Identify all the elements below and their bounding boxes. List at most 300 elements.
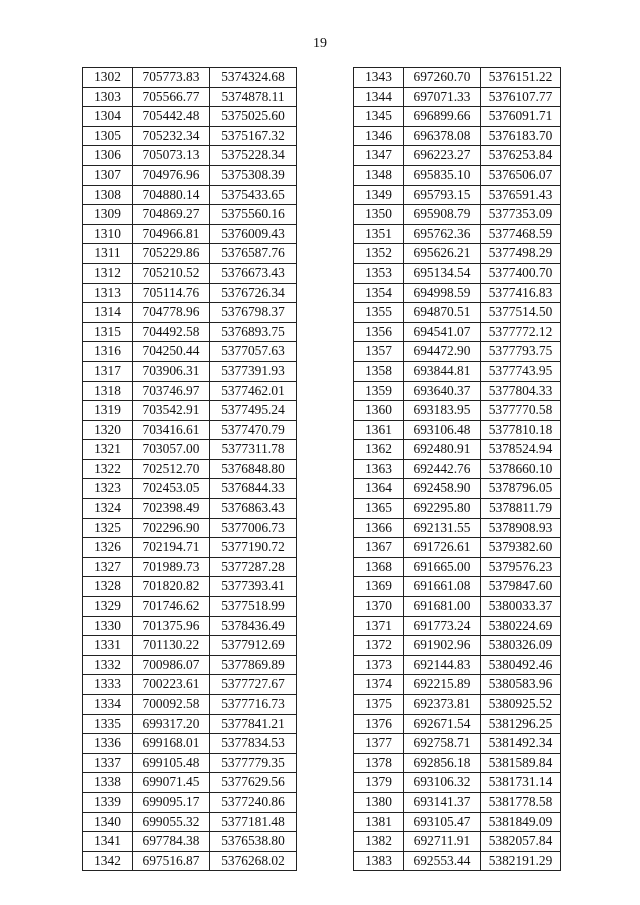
table-row: [354, 695, 561, 715]
point-number-cell: 1362: [354, 440, 404, 460]
x-coordinate-cell: 704250.44: [133, 342, 210, 362]
y-coordinate-cell: 5375228.34: [210, 146, 297, 166]
point-number-cell: 1378: [354, 753, 404, 773]
y-coordinate-cell: 5377804.33: [481, 381, 561, 401]
point-number-cell: 1345: [354, 107, 404, 127]
point-number-cell: 1324: [83, 499, 133, 519]
point-number-cell: 1371: [354, 616, 404, 636]
table-row: [354, 342, 561, 362]
y-coordinate-cell: 5380224.69: [481, 616, 561, 636]
point-number-cell: 1346: [354, 126, 404, 146]
point-number-cell: 1322: [83, 459, 133, 479]
point-number-cell: 1325: [83, 518, 133, 538]
x-coordinate-cell: 705773.83: [133, 68, 210, 88]
x-coordinate-cell: 699105.48: [133, 753, 210, 773]
table-row: [83, 832, 297, 852]
y-coordinate-cell: 5376183.70: [481, 126, 561, 146]
y-coordinate-cell: 5377353.09: [481, 205, 561, 225]
table-row: [83, 440, 297, 460]
y-coordinate-cell: 5377793.75: [481, 342, 561, 362]
table-row: [83, 244, 297, 264]
table-row: [83, 185, 297, 205]
x-coordinate-cell: 705229.86: [133, 244, 210, 264]
x-coordinate-cell: 693105.47: [404, 812, 481, 832]
table-row: [354, 792, 561, 812]
table-row: [83, 381, 297, 401]
y-coordinate-cell: 5374878.11: [210, 87, 297, 107]
y-coordinate-cell: 5376253.84: [481, 146, 561, 166]
y-coordinate-cell: 5382057.84: [481, 832, 561, 852]
table-row: [354, 499, 561, 519]
y-coordinate-cell: 5377514.50: [481, 303, 561, 323]
table-row: [83, 263, 297, 283]
table-row: [83, 401, 297, 421]
point-number-cell: 1313: [83, 283, 133, 303]
point-number-cell: 1318: [83, 381, 133, 401]
x-coordinate-cell: 699095.17: [133, 792, 210, 812]
x-coordinate-cell: 695134.54: [404, 263, 481, 283]
x-coordinate-cell: 705232.34: [133, 126, 210, 146]
point-number-cell: 1336: [83, 734, 133, 754]
table-row: [83, 851, 297, 871]
x-coordinate-cell: 703416.61: [133, 420, 210, 440]
x-coordinate-cell: 695626.21: [404, 244, 481, 264]
x-coordinate-cell: 700986.07: [133, 655, 210, 675]
x-coordinate-cell: 705442.48: [133, 107, 210, 127]
y-coordinate-cell: 5377240.86: [210, 792, 297, 812]
point-number-cell: 1348: [354, 165, 404, 185]
point-number-cell: 1334: [83, 695, 133, 715]
table-row: [354, 401, 561, 421]
point-number-cell: 1310: [83, 224, 133, 244]
y-coordinate-cell: 5377190.72: [210, 538, 297, 558]
table-row: [354, 303, 561, 323]
x-coordinate-cell: 692856.18: [404, 753, 481, 773]
table-row: [83, 616, 297, 636]
point-number-cell: 1357: [354, 342, 404, 362]
x-coordinate-cell: 697260.70: [404, 68, 481, 88]
y-coordinate-cell: 5376009.43: [210, 224, 297, 244]
table-row: [354, 832, 561, 852]
point-number-cell: 1323: [83, 479, 133, 499]
point-number-cell: 1382: [354, 832, 404, 852]
table-row: [83, 283, 297, 303]
table-row: [354, 655, 561, 675]
table-row: [354, 518, 561, 538]
point-number-cell: 1353: [354, 263, 404, 283]
point-number-cell: 1327: [83, 557, 133, 577]
point-number-cell: 1376: [354, 714, 404, 734]
table-row: [354, 224, 561, 244]
table-row: [354, 87, 561, 107]
x-coordinate-cell: 695835.10: [404, 165, 481, 185]
y-coordinate-cell: 5378811.79: [481, 499, 561, 519]
x-coordinate-cell: 691773.24: [404, 616, 481, 636]
y-coordinate-cell: 5377057.63: [210, 342, 297, 362]
y-coordinate-cell: 5379847.60: [481, 577, 561, 597]
table-row: [354, 263, 561, 283]
point-number-cell: 1319: [83, 401, 133, 421]
y-coordinate-cell: 5375025.60: [210, 107, 297, 127]
y-coordinate-cell: 5380492.46: [481, 655, 561, 675]
y-coordinate-cell: 5377629.56: [210, 773, 297, 793]
x-coordinate-cell: 705114.76: [133, 283, 210, 303]
x-coordinate-cell: 700092.58: [133, 695, 210, 715]
x-coordinate-cell: 703906.31: [133, 361, 210, 381]
table-row: [354, 675, 561, 695]
y-coordinate-cell: 5377743.95: [481, 361, 561, 381]
table-row: [83, 205, 297, 225]
table-row: [83, 636, 297, 656]
x-coordinate-cell: 704880.14: [133, 185, 210, 205]
point-number-cell: 1366: [354, 518, 404, 538]
x-coordinate-cell: 701820.82: [133, 577, 210, 597]
table-row: [354, 283, 561, 303]
x-coordinate-cell: 699168.01: [133, 734, 210, 754]
y-coordinate-cell: 5377287.28: [210, 557, 297, 577]
x-coordinate-cell: 691726.61: [404, 538, 481, 558]
y-coordinate-cell: 5381849.09: [481, 812, 561, 832]
table-row: [83, 734, 297, 754]
x-coordinate-cell: 699055.32: [133, 812, 210, 832]
x-coordinate-cell: 692758.71: [404, 734, 481, 754]
x-coordinate-cell: 693844.81: [404, 361, 481, 381]
table-row: [354, 68, 561, 88]
table-row: [354, 420, 561, 440]
y-coordinate-cell: 5381296.25: [481, 714, 561, 734]
x-coordinate-cell: 697516.87: [133, 851, 210, 871]
y-coordinate-cell: 5374324.68: [210, 68, 297, 88]
y-coordinate-cell: 5377727.67: [210, 675, 297, 695]
coordinates-table-left: [82, 67, 297, 871]
table-row: [83, 361, 297, 381]
point-number-cell: 1338: [83, 773, 133, 793]
y-coordinate-cell: 5377716.73: [210, 695, 297, 715]
point-number-cell: 1358: [354, 361, 404, 381]
x-coordinate-cell: 700223.61: [133, 675, 210, 695]
y-coordinate-cell: 5376798.37: [210, 303, 297, 323]
table-row: [354, 734, 561, 754]
x-coordinate-cell: 696899.66: [404, 107, 481, 127]
table-row: [354, 557, 561, 577]
table-row: [83, 479, 297, 499]
table-row: [83, 68, 297, 88]
table-row: [354, 597, 561, 617]
point-number-cell: 1381: [354, 812, 404, 832]
y-coordinate-cell: 5375308.39: [210, 165, 297, 185]
point-number-cell: 1355: [354, 303, 404, 323]
table-row: [354, 636, 561, 656]
table-row: [83, 146, 297, 166]
x-coordinate-cell: 699071.45: [133, 773, 210, 793]
point-number-cell: 1370: [354, 597, 404, 617]
y-coordinate-cell: 5377416.83: [481, 283, 561, 303]
x-coordinate-cell: 692711.91: [404, 832, 481, 852]
y-coordinate-cell: 5377912.69: [210, 636, 297, 656]
x-coordinate-cell: 702453.05: [133, 479, 210, 499]
x-coordinate-cell: 701989.73: [133, 557, 210, 577]
point-number-cell: 1379: [354, 773, 404, 793]
y-coordinate-cell: 5380925.52: [481, 695, 561, 715]
x-coordinate-cell: 705210.52: [133, 263, 210, 283]
point-number-cell: 1342: [83, 851, 133, 871]
point-number-cell: 1308: [83, 185, 133, 205]
y-coordinate-cell: 5377468.59: [481, 224, 561, 244]
y-coordinate-cell: 5377311.78: [210, 440, 297, 460]
table-row: [83, 597, 297, 617]
point-number-cell: 1364: [354, 479, 404, 499]
y-coordinate-cell: 5379576.23: [481, 557, 561, 577]
y-coordinate-cell: 5380326.09: [481, 636, 561, 656]
x-coordinate-cell: 693183.95: [404, 401, 481, 421]
x-coordinate-cell: 701746.62: [133, 597, 210, 617]
point-number-cell: 1349: [354, 185, 404, 205]
y-coordinate-cell: 5378436.49: [210, 616, 297, 636]
x-coordinate-cell: 699317.20: [133, 714, 210, 734]
y-coordinate-cell: 5375433.65: [210, 185, 297, 205]
y-coordinate-cell: 5378524.94: [481, 440, 561, 460]
point-number-cell: 1320: [83, 420, 133, 440]
x-coordinate-cell: 703746.97: [133, 381, 210, 401]
point-number-cell: 1315: [83, 322, 133, 342]
coordinates-table-right: [353, 67, 561, 871]
y-coordinate-cell: 5375560.16: [210, 205, 297, 225]
point-number-cell: 1359: [354, 381, 404, 401]
y-coordinate-cell: 5376844.33: [210, 479, 297, 499]
y-coordinate-cell: 5378908.93: [481, 518, 561, 538]
point-number-cell: 1311: [83, 244, 133, 264]
y-coordinate-cell: 5377393.41: [210, 577, 297, 597]
y-coordinate-cell: 5376268.02: [210, 851, 297, 871]
x-coordinate-cell: 692480.91: [404, 440, 481, 460]
y-coordinate-cell: 5377869.89: [210, 655, 297, 675]
x-coordinate-cell: 704976.96: [133, 165, 210, 185]
point-number-cell: 1368: [354, 557, 404, 577]
y-coordinate-cell: 5378660.10: [481, 459, 561, 479]
y-coordinate-cell: 5377498.29: [481, 244, 561, 264]
table-row: [83, 303, 297, 323]
point-number-cell: 1317: [83, 361, 133, 381]
table-row: [83, 107, 297, 127]
table-row: [354, 538, 561, 558]
table-row: [354, 185, 561, 205]
x-coordinate-cell: 692442.76: [404, 459, 481, 479]
x-coordinate-cell: 705073.13: [133, 146, 210, 166]
x-coordinate-cell: 692295.80: [404, 499, 481, 519]
y-coordinate-cell: 5377400.70: [481, 263, 561, 283]
x-coordinate-cell: 702398.49: [133, 499, 210, 519]
x-coordinate-cell: 695908.79: [404, 205, 481, 225]
y-coordinate-cell: 5377006.73: [210, 518, 297, 538]
y-coordinate-cell: 5376726.34: [210, 283, 297, 303]
y-coordinate-cell: 5376848.80: [210, 459, 297, 479]
y-coordinate-cell: 5376863.43: [210, 499, 297, 519]
table-row: [354, 773, 561, 793]
y-coordinate-cell: 5377834.53: [210, 734, 297, 754]
y-coordinate-cell: 5377841.21: [210, 714, 297, 734]
point-number-cell: 1321: [83, 440, 133, 460]
table-row: [354, 146, 561, 166]
x-coordinate-cell: 693106.48: [404, 420, 481, 440]
table-row: [83, 655, 297, 675]
table-row: [354, 616, 561, 636]
table-row: [83, 87, 297, 107]
table-row: [354, 753, 561, 773]
x-coordinate-cell: 691681.00: [404, 597, 481, 617]
table-row: [354, 361, 561, 381]
x-coordinate-cell: 696223.27: [404, 146, 481, 166]
point-number-cell: 1360: [354, 401, 404, 421]
point-number-cell: 1377: [354, 734, 404, 754]
table-row: [354, 714, 561, 734]
x-coordinate-cell: 703057.00: [133, 440, 210, 460]
y-coordinate-cell: 5376673.43: [210, 263, 297, 283]
table-row: [83, 126, 297, 146]
point-number-cell: 1372: [354, 636, 404, 656]
y-coordinate-cell: 5376893.75: [210, 322, 297, 342]
x-coordinate-cell: 692144.83: [404, 655, 481, 675]
point-number-cell: 1316: [83, 342, 133, 362]
x-coordinate-cell: 692671.54: [404, 714, 481, 734]
y-coordinate-cell: 5381492.34: [481, 734, 561, 754]
point-number-cell: 1341: [83, 832, 133, 852]
x-coordinate-cell: 701375.96: [133, 616, 210, 636]
x-coordinate-cell: 702512.70: [133, 459, 210, 479]
table-row: [354, 322, 561, 342]
point-number-cell: 1303: [83, 87, 133, 107]
point-number-cell: 1307: [83, 165, 133, 185]
x-coordinate-cell: 696378.08: [404, 126, 481, 146]
table-row: [83, 577, 297, 597]
table-row: [83, 420, 297, 440]
point-number-cell: 1329: [83, 597, 133, 617]
point-number-cell: 1343: [354, 68, 404, 88]
table-row: [83, 538, 297, 558]
y-coordinate-cell: 5377391.93: [210, 361, 297, 381]
point-number-cell: 1354: [354, 283, 404, 303]
x-coordinate-cell: 694998.59: [404, 283, 481, 303]
y-coordinate-cell: 5377770.58: [481, 401, 561, 421]
point-number-cell: 1374: [354, 675, 404, 695]
y-coordinate-cell: 5377772.12: [481, 322, 561, 342]
x-coordinate-cell: 693141.37: [404, 792, 481, 812]
y-coordinate-cell: 5382191.29: [481, 851, 561, 871]
table-row: [354, 440, 561, 460]
point-number-cell: 1380: [354, 792, 404, 812]
y-coordinate-cell: 5376506.07: [481, 165, 561, 185]
x-coordinate-cell: 704492.58: [133, 322, 210, 342]
table-row: [83, 812, 297, 832]
point-number-cell: 1339: [83, 792, 133, 812]
point-number-cell: 1331: [83, 636, 133, 656]
table-row: [83, 518, 297, 538]
x-coordinate-cell: 702296.90: [133, 518, 210, 538]
point-number-cell: 1369: [354, 577, 404, 597]
x-coordinate-cell: 697071.33: [404, 87, 481, 107]
table-row: [354, 812, 561, 832]
x-coordinate-cell: 693106.32: [404, 773, 481, 793]
y-coordinate-cell: 5377470.79: [210, 420, 297, 440]
x-coordinate-cell: 704869.27: [133, 205, 210, 225]
table-row: [83, 165, 297, 185]
point-number-cell: 1344: [354, 87, 404, 107]
point-number-cell: 1306: [83, 146, 133, 166]
y-coordinate-cell: 5376151.22: [481, 68, 561, 88]
page-number: 19: [313, 36, 327, 51]
point-number-cell: 1309: [83, 205, 133, 225]
y-coordinate-cell: 5380583.96: [481, 675, 561, 695]
point-number-cell: 1367: [354, 538, 404, 558]
table-row: [354, 107, 561, 127]
table-row: [354, 577, 561, 597]
point-number-cell: 1375: [354, 695, 404, 715]
x-coordinate-cell: 693640.37: [404, 381, 481, 401]
y-coordinate-cell: 5377462.01: [210, 381, 297, 401]
table-row: [83, 773, 297, 793]
table-row: [354, 381, 561, 401]
x-coordinate-cell: 695793.15: [404, 185, 481, 205]
point-number-cell: 1363: [354, 459, 404, 479]
x-coordinate-cell: 692553.44: [404, 851, 481, 871]
table-row: [354, 205, 561, 225]
y-coordinate-cell: 5376091.71: [481, 107, 561, 127]
table-row: [354, 459, 561, 479]
x-coordinate-cell: 702194.71: [133, 538, 210, 558]
coordinates-table-left-body: [83, 68, 297, 871]
point-number-cell: 1350: [354, 205, 404, 225]
x-coordinate-cell: 694870.51: [404, 303, 481, 323]
x-coordinate-cell: 701130.22: [133, 636, 210, 656]
table-row: [83, 695, 297, 715]
table-row: [83, 753, 297, 773]
y-coordinate-cell: 5377181.48: [210, 812, 297, 832]
y-coordinate-cell: 5377810.18: [481, 420, 561, 440]
point-number-cell: 1314: [83, 303, 133, 323]
point-number-cell: 1365: [354, 499, 404, 519]
y-coordinate-cell: 5377779.35: [210, 753, 297, 773]
point-number-cell: 1304: [83, 107, 133, 127]
x-coordinate-cell: 692458.90: [404, 479, 481, 499]
point-number-cell: 1328: [83, 577, 133, 597]
y-coordinate-cell: 5376107.77: [481, 87, 561, 107]
y-coordinate-cell: 5381778.58: [481, 792, 561, 812]
point-number-cell: 1333: [83, 675, 133, 695]
x-coordinate-cell: 703542.91: [133, 401, 210, 421]
point-number-cell: 1337: [83, 753, 133, 773]
table-row: [354, 479, 561, 499]
y-coordinate-cell: 5381589.84: [481, 753, 561, 773]
point-number-cell: 1351: [354, 224, 404, 244]
x-coordinate-cell: 691665.00: [404, 557, 481, 577]
point-number-cell: 1352: [354, 244, 404, 264]
table-row: [83, 459, 297, 479]
point-number-cell: 1383: [354, 851, 404, 871]
table-row: [83, 557, 297, 577]
x-coordinate-cell: 691661.08: [404, 577, 481, 597]
x-coordinate-cell: 691902.96: [404, 636, 481, 656]
y-coordinate-cell: 5376591.43: [481, 185, 561, 205]
x-coordinate-cell: 704966.81: [133, 224, 210, 244]
table-row: [354, 851, 561, 871]
table-row: [83, 342, 297, 362]
point-number-cell: 1305: [83, 126, 133, 146]
point-number-cell: 1361: [354, 420, 404, 440]
x-coordinate-cell: 705566.77: [133, 87, 210, 107]
x-coordinate-cell: 694472.90: [404, 342, 481, 362]
y-coordinate-cell: 5377495.24: [210, 401, 297, 421]
point-number-cell: 1373: [354, 655, 404, 675]
y-coordinate-cell: 5380033.37: [481, 597, 561, 617]
